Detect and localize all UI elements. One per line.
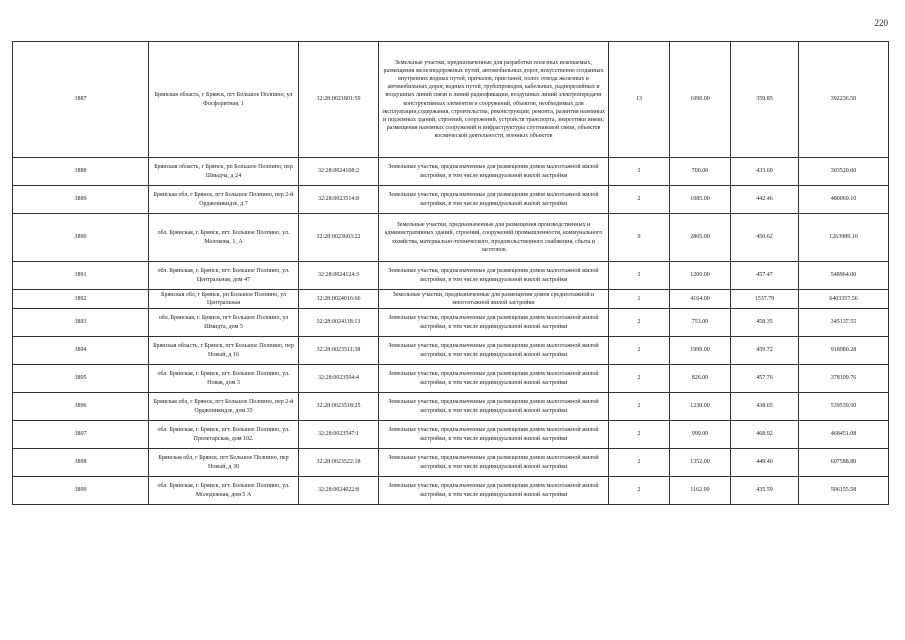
cadastral-number-cell: 32:28:0021801:59 (299, 42, 379, 158)
cadastral-number-cell: 32:28:0023518:25 (299, 393, 379, 421)
specific-value-cell: 359.85 (731, 42, 799, 158)
table-row (13, 309, 889, 337)
cadastral-number-cell: 32:28:0024022:8 (299, 477, 379, 505)
cadastral-number-cell: 32:28:0024016:66 (299, 290, 379, 309)
cadastral-number-cell: 32:28:0023522:18 (299, 449, 379, 477)
cadastral-value-cell: 506155.58 (799, 477, 889, 505)
area-cell: 2805.00 (670, 214, 731, 262)
permitted-use-cell: Земельные участки, предназначенные для размещения домов малоэтажной жилой застройки, в том числе индивидуальной жилой застройки (379, 393, 609, 421)
permitted-use-cell: Земельные участки, предназначенные для размещения домов среднеэтажной и многоэтажной жилой застройки (379, 290, 609, 309)
category-cell: 2 (609, 309, 670, 337)
address-cell: Брянская обл, г Брянск, пгт Большое Полпино, пер 2-й Орджоникидзе, д 7 (149, 186, 299, 214)
permitted-use-cell: Земельные участки, предназначенные для разработки полезных ископаемых, размещения железнодорожных путей, автомобильных дорог, искусственно созданных внутренних водных путей, причалов, пристаней, полос отвода железных и автомобильных дорог, водных путей, трубопроводов, кабельных, радиорелейных и воздушных линий связи и линий радиофикации, воздушных линий электропередачи конструктивных элементов и сооружений, объектов, необходимых для эксплуатации,содержания, строительства, реконструкции, ремонта, развития наземных и подземных зданий, строений, сооружений, устройств транспорта, энергетики ииязи; размещения наземных сооружений и инфраструктуры спутниковой связи, объектов космической деятельности, военных объектов (379, 42, 609, 158)
cadastral-number-cell: 32:28:0024118:13 (299, 309, 379, 337)
table-row (13, 337, 889, 365)
cadastral-number-cell: 32:28:0023504:4 (299, 365, 379, 393)
cadastral-number-cell: 32:28:0023511:38 (299, 337, 379, 365)
area-cell: 1352.00 (670, 449, 731, 477)
category-cell: 2 (609, 421, 670, 449)
address-cell: обл. Брянская, г. Брянск, пгт. Большое Полпино, ул. Молодежная, дом 5 А (149, 477, 299, 505)
category-cell: 1 (609, 290, 670, 309)
specific-value-cell: 438.65 (731, 393, 799, 421)
cadastral-value-cell: 392236.50 (799, 42, 889, 158)
row-number-cell: 3897 (13, 421, 149, 449)
row-number-cell: 3894 (13, 337, 149, 365)
cadastral-value-cell: 1263989.10 (799, 214, 889, 262)
table-row (13, 477, 889, 505)
row-number-cell: 3895 (13, 365, 149, 393)
row-number-cell: 3896 (13, 393, 149, 421)
permitted-use-cell: Земельные участки, предназначенные для размещения домов малоэтажной жилой застройки, в том числе индивидуальной жилой застройки (379, 365, 609, 393)
row-number-cell: 3887 (13, 42, 149, 158)
cadastral-value-cell: 378109.76 (799, 365, 889, 393)
address-cell: Брянская обл, г Брянск, рп Большое Полпино, ул Центральная (149, 290, 299, 309)
permitted-use-cell: Земельные участки, предназначенные для размещения домов малоэтажной жилой застройки, в том числе индивидуальной жилой застройки (379, 186, 609, 214)
specific-value-cell: 442.46 (731, 186, 799, 214)
area-cell: 999.00 (670, 421, 731, 449)
specific-value-cell: 1537.79 (731, 290, 799, 309)
table-row (13, 262, 889, 290)
specific-value-cell: 457.76 (731, 365, 799, 393)
address-cell: Брянская область, г Брянск, пгт Большое Полпино, ул Фосфоритная, 1 (149, 42, 299, 158)
table-row (13, 365, 889, 393)
address-cell: обл. Брянская, г. Брянск, пгт. Большое Полпино, ул. Молокова, 1, А (149, 214, 299, 262)
permitted-use-cell: Земельные участки, предназначенные для размещения домов малоэтажной жилой застройки, в том числе индивидуальной жилой застройки (379, 158, 609, 186)
row-number-cell: 3888 (13, 158, 149, 186)
area-cell: 1085.00 (670, 186, 731, 214)
permitted-use-cell: Земельные участки, предназначенные для размещения домов малоэтажной жилой застройки, в том числе индивидуальной жилой застройки (379, 449, 609, 477)
row-number-cell: 3891 (13, 262, 149, 290)
cadastral-value-cell: 548964.00 (799, 262, 889, 290)
area-cell: 700.00 (670, 158, 731, 186)
category-cell: 2 (609, 365, 670, 393)
area-cell: 753.00 (670, 309, 731, 337)
address-cell: Брянская обл, г Брянск, пгт Большое Полпино, пер 2-й Орджоникидзе, дом 35 (149, 393, 299, 421)
row-number-cell: 3898 (13, 449, 149, 477)
area-cell: 4164.00 (670, 290, 731, 309)
category-cell: 2 (609, 186, 670, 214)
page-number: 220 (874, 18, 888, 28)
table-row (13, 186, 889, 214)
specific-value-cell: 458.35 (731, 309, 799, 337)
specific-value-cell: 457.47 (731, 262, 799, 290)
table-body (13, 42, 889, 505)
row-number-cell: 3892 (13, 290, 149, 309)
cadastral-value-cell: 345137.55 (799, 309, 889, 337)
specific-value-cell: 449.40 (731, 449, 799, 477)
category-cell: 2 (609, 158, 670, 186)
permitted-use-cell: Земельные участки, предназначенные для размещения домов малоэтажной жилой застройки, в том числе индивидуальной жилой застройки (379, 477, 609, 505)
address-cell: обл. Брянская, г. Брянск, пгт Большое Полпино, ул Шмидта, дом 5 (149, 309, 299, 337)
category-cell: 9 (609, 214, 670, 262)
category-cell: 2 (609, 449, 670, 477)
cadastral-value-cell: 539539.50 (799, 393, 889, 421)
permitted-use-cell: Земельные участки, предназначенные для размещения домов малоэтажной жилой застройки, в том числе индивидуальной жилой застройки (379, 421, 609, 449)
cadastral-number-cell: 32:28:0023514:8 (299, 186, 379, 214)
area-cell: 1999.00 (670, 337, 731, 365)
cadastral-number-cell: 32:28:0024124:3 (299, 262, 379, 290)
row-number-cell: 3889 (13, 186, 149, 214)
cadastral-value-cell: 468451.08 (799, 421, 889, 449)
table-row (13, 158, 889, 186)
permitted-use-cell: Земельные участки, предназначенные для размещения домов малоэтажной жилой застройки, в том числе индивидуальной жилой застройки (379, 337, 609, 365)
permitted-use-cell: Земельные участки, предназначенные для размещения домов малоэтажной жилой застройки, в том числе индивидуальной жилой застройки (379, 309, 609, 337)
table-row (13, 449, 889, 477)
permitted-use-cell: Земельные участки, предназначенные для размещения домов малоэтажной жилой застройки, в том числе индивидуальной жилой застройки (379, 262, 609, 290)
category-cell: 2 (609, 337, 670, 365)
address-cell: обл. Брянская, г. Брянск, пгт. Большое Полпино, ул. Новая, дом 3 (149, 365, 299, 393)
land-plots-table (12, 41, 889, 505)
row-number-cell: 3890 (13, 214, 149, 262)
cadastral-value-cell: 918980.28 (799, 337, 889, 365)
permitted-use-cell: Земельные участки, предназначенные для размещения производственных и административных зданий, строений, сооружений промышленности, коммунального хозяйства, материально-технического, продовольственного снабжения, сбыта и заготовок (379, 214, 609, 262)
area-cell: 1162.00 (670, 477, 731, 505)
cadastral-number-cell: 32:28:0023547:1 (299, 421, 379, 449)
address-cell: обл. Брянская, г. Брянск, пгт. Большое Полпино, ул. Центральная, дом 47 (149, 262, 299, 290)
cadastral-number-cell: 32:28:0024108:2 (299, 158, 379, 186)
specific-value-cell: 450.62 (731, 214, 799, 262)
specific-value-cell: 459.72 (731, 337, 799, 365)
address-cell: Брянская область, г Брянск, пгт Большое Полпино, пер Новый, д 16 (149, 337, 299, 365)
address-cell: Брянская обл, г Брянск, пгт Большое Полпино, пер Новый, д 30 (149, 449, 299, 477)
table-row (13, 214, 889, 262)
category-cell: 13 (609, 42, 670, 158)
table-row (13, 393, 889, 421)
address-cell: обл. Брянская, г. Брянск, пгт. Большое Полпино, ул. Пролетарская, дом 102. (149, 421, 299, 449)
cadastral-value-cell: 6403357.56 (799, 290, 889, 309)
category-cell: 2 (609, 393, 670, 421)
row-number-cell: 3899 (13, 477, 149, 505)
table-row (13, 290, 889, 309)
row-number-cell: 3893 (13, 309, 149, 337)
table-row (13, 42, 889, 158)
cadastral-value-cell: 303520.00 (799, 158, 889, 186)
address-cell: Брянская область, г Брянск, рп Большое Полпино, пер Швыдча, д 24 (149, 158, 299, 186)
specific-value-cell: 435.59 (731, 477, 799, 505)
table-row (13, 421, 889, 449)
area-cell: 826.00 (670, 365, 731, 393)
area-cell: 1200.00 (670, 262, 731, 290)
area-cell: 1090.00 (670, 42, 731, 158)
category-cell: 2 (609, 262, 670, 290)
specific-value-cell: 468.92 (731, 421, 799, 449)
specific-value-cell: 433.60 (731, 158, 799, 186)
cadastral-number-cell: 32:28:0023603:22 (299, 214, 379, 262)
cadastral-value-cell: 607588.80 (799, 449, 889, 477)
category-cell: 2 (609, 477, 670, 505)
cadastral-value-cell: 480069.10 (799, 186, 889, 214)
area-cell: 1230.00 (670, 393, 731, 421)
